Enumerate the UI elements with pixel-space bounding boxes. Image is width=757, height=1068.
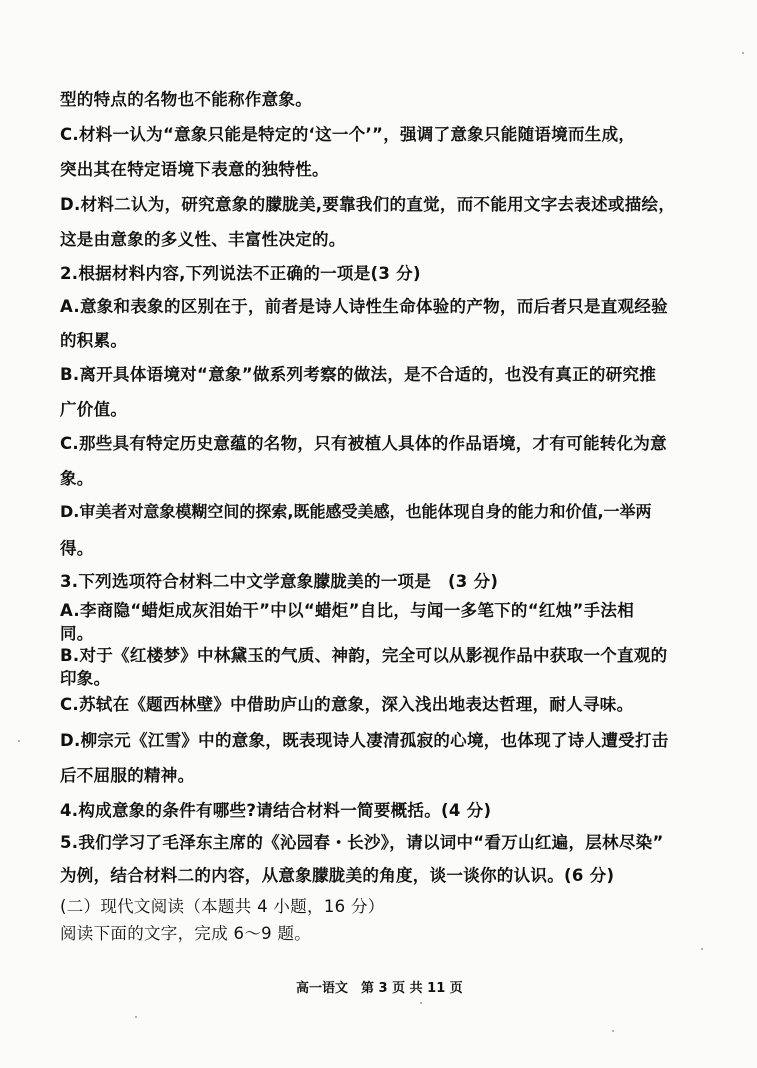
reading-instruction: 阅读下面的文字，完成 6～9 题。 [60, 924, 312, 943]
option-2b-line-1: B.离开具体语境对“意象”做系列考察的做法，是不合适的，也没有真正的研究推 [60, 365, 657, 384]
option-2d-line-1: D.审美者对意象模糊空间的探索,既能感受美感，也能体现自身的能力和价值,一举两 [60, 502, 652, 521]
option-1c-line-2: 突出其在特定语境下表意的独特性。 [60, 160, 329, 179]
text-line-continuation: 型的特点的名物也不能称作意象。 [60, 90, 312, 109]
option-3a-line-1: A.李商隐“蜡炬成灰泪始干”中以“蜡炬”自比，与闻一多笔下的“红烛”手法相 [60, 601, 635, 620]
question-5-line-2: 为例，结合材料二的内容，从意象朦胧美的角度，谈一谈你的认识。(6 分) [60, 866, 615, 885]
section-heading: (二）现代文阅读（本题共 4 小题，16 分） [60, 897, 385, 916]
scan-speck [420, 1002, 422, 1004]
scan-speck [135, 1016, 137, 1018]
option-3d-line-1: D.柳宗元《江雪》中的意象，既表现诗人凄清孤寂的心境，也体现了诗人遭受打击 [60, 731, 669, 750]
option-3c: C.苏轼在《题西林壁》中借助庐山的意象，深入浅出地表达哲理，耐人寻味。 [60, 695, 634, 714]
scan-speck [701, 948, 703, 950]
question-2-stem: 2.根据材料内容,下列说法不正确的一项是(3 分) [60, 264, 421, 283]
scan-speck [742, 52, 744, 54]
page-footer: 高一语文 第 3 页 共 11 页 [296, 981, 463, 996]
option-1c-line-1: C.材料一认为“意象只能是特定的‘这一个’”，强调了意象只能随语境而生成， [60, 125, 636, 144]
option-1d-line-1: D.材料二认为，研究意象的朦胧美,要靠我们的直觉，而不能用文字去表述或描绘， [60, 195, 676, 214]
option-2c-line-1: C.那些具有特定历史意蕴的名物，只有被植人具体的作品语境，才有可能转化为意 [60, 434, 667, 453]
option-2d-line-2: 得。 [60, 539, 94, 558]
option-1d-line-2: 这是由意象的多义性、丰富性决定的。 [60, 230, 346, 249]
option-3d-line-2: 后不屈服的精神。 [60, 766, 195, 785]
option-2c-line-2: 象。 [60, 469, 94, 488]
question-3-stem: 3.下列选项符合材料二中文学意象朦胧美的一项是 (3 分) [60, 572, 499, 591]
option-2b-line-2: 广价值。 [60, 400, 128, 419]
option-3b-line-1: B.对于《红楼梦》中林黛玉的气质、神韵，完全可以从影视作品中获取一个直观的 [60, 646, 668, 665]
option-2a-line-1: A.意象和表象的区别在于，前者是诗人诗性生命体验的产物，而后者只是直观经验 [60, 297, 668, 316]
question-4: 4.构成意象的条件有哪些?请结合材料一简要概括。(4 分) [60, 801, 492, 820]
option-3a-line-2: 同。 [60, 624, 94, 643]
option-3b-line-2: 印象。 [60, 669, 111, 688]
question-5-line-1: 5.我们学习了毛泽东主席的《沁园春・长沙》，请以词中“看万山红遍，层林尽染” [60, 833, 664, 852]
scan-speck [612, 1030, 614, 1032]
scan-speck [18, 740, 20, 742]
option-2a-line-2: 的积累。 [60, 331, 128, 350]
